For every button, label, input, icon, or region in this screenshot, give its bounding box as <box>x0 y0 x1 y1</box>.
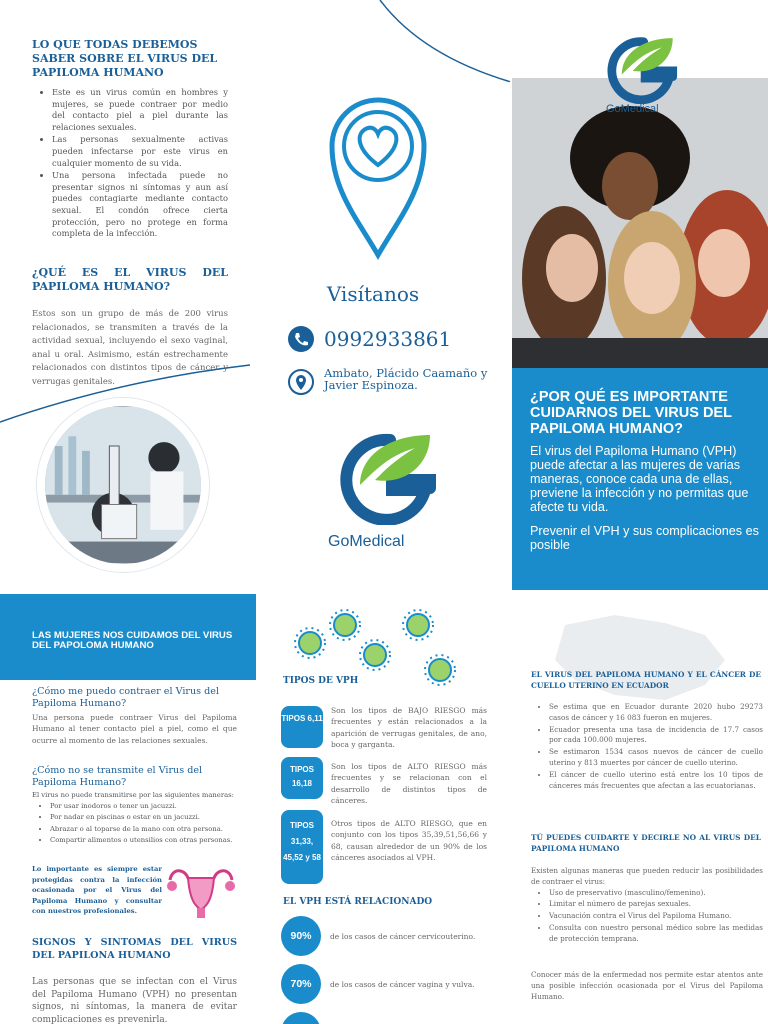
phone-number[interactable]: 0992933861 <box>324 327 452 351</box>
panel1-bullet-list <box>34 87 228 241</box>
closing-text: Conocer más de la enfermedad nos permite estar atentos ante una posible infección ocasionada por el Virus del Papiloma Humano. <box>531 970 763 1001</box>
list-item: • Abrazar o al toparse de la mano con otra persona. <box>50 824 247 835</box>
women-hero-photo <box>512 78 768 368</box>
list-item: • Se estima que en Ecuador durante 2020 hubo 29273 casos de cáncer y 16 083 fueron en mujeres. <box>549 702 763 724</box>
important-note: Lo importante es siempre estar protegidas contra la infección ocasionada por el Virus del Papiloma Humano y consultar con nuestros profesionales. <box>32 865 162 915</box>
panel1-body: Estos son un grupo de más de 200 virus relacionados, se transmiten a través de la actividad sexual, incluyendo el sexo vaginal, anal u oral. Asimismo, están estrechamente relacionados con distintos tipos de cáncer y verrugas genitales. <box>32 309 228 387</box>
vph-type-badge: TIPOS 16,18 <box>281 757 323 799</box>
gomedical-logo-icon <box>330 430 440 525</box>
gomedical-logo-text: GoMedical <box>328 533 405 550</box>
not-transmit-block <box>32 790 247 847</box>
percent-description: de los casos de cáncer vagina y vulva. <box>330 980 475 989</box>
list-item: • Consulta con nuestro personal médico sobre las medidas de protección temprana. <box>549 923 763 945</box>
care-heading: TÚ PUEDES CUIDARTE Y DECIRLE NO AL VIRUS DEL PAPILOMA HUMANO <box>531 833 761 853</box>
care-list <box>531 888 763 945</box>
list-item: • Compartir alimentos o utensilios con otras personas. <box>50 835 247 846</box>
microscope-illustration <box>45 406 201 564</box>
location-heart-icon <box>328 90 428 260</box>
bottom1-title: LAS MUJERES NOS CUIDAMOS DEL VIRUS DEL PAPOLOMA HUMANO <box>32 630 233 651</box>
list-item: • Se estimaron 1534 casos nuevos de cáncer de cuello uterino y 813 muertes por cáncer de cuello uterino. <box>549 747 763 769</box>
phone-icon <box>288 326 314 352</box>
answer-contract: Una persona puede contraer Virus del Papiloma Humano al tener contacto piel a piel, como el que ocurre al momento de las relaciones sexuales. <box>32 713 237 745</box>
list-item: • Vacunación contra el Virus del Papiloma Humano. <box>549 911 763 922</box>
list-item: • El cáncer de cuello uterino está entre los 10 tipos de cánceres más frecuentes que afectan a las ecuatorianas. <box>549 770 763 792</box>
list-item: • Por nadar en piscinas o estar en un jacuzzi. <box>50 812 247 823</box>
list-item: • Una persona infectada puede no presentar signos ni síntomas y aun así puedes contagiarte mediante contacto sexual. El condón ofrece cierta protección, pero no protege en forma completa de la infección. <box>52 170 228 240</box>
not-transmit-intro: El virus no puede transmitirse por las siguientes maneras: <box>32 791 234 799</box>
panel3-prevent-text: Prevenir el VPH y sus complicaciones es posible <box>530 524 759 552</box>
signs-heading: SIGNOS Y SINTOMAS DEL VIRUS DEL PAPILONA HUMANO <box>32 937 237 961</box>
women-portrait-illustration <box>512 78 768 368</box>
vph-type-description: Son los tipos de BAJO RIESGO más frecuentes y están relacionados a la aparición de verrugas genitales, de ano, boca y garganta. <box>331 706 487 750</box>
address-text: Ambato, Plácido Caamaño y Javier Espinoza. <box>324 366 488 392</box>
vph-type-description: Otros tipos de ALTO RIESGO, que en conjunto con los tipos 35,39,51,56,66 y 68, causan alrededor de un 90% de los cánceres asociados al VPH. <box>331 819 487 863</box>
list-item: • Uso de preservativo (masculino/femenino). <box>549 888 763 899</box>
lab-photo <box>37 398 209 572</box>
percent-description: de los casos de cáncer cervicouterino. <box>330 932 476 941</box>
list-item: • Este es un virus común en hombres y mujeres, se puede contraer por medio del contacto piel a piel durante las relaciones sexuales. <box>52 87 228 133</box>
panel1-subtitle: ¿QUÉ ES EL VIRUS DEL PAPILOMA HUMANO? <box>32 266 228 293</box>
vph-related-heading: EL VPH ESTÁ RELACIONADO <box>283 897 433 907</box>
panel1-title: LO QUE TODAS DEBEMOS SABER SOBRE EL VIRUS DEL PAPILOMA HUMANO <box>32 38 218 79</box>
gomedical-logo-text: GoMedical <box>606 103 659 115</box>
vph-types-heading: TIPOS DE VPH <box>283 676 359 686</box>
location-pin-icon <box>288 369 314 395</box>
gomedical-logo-icon <box>600 34 680 104</box>
care-block <box>531 866 763 946</box>
visit-title: Visítanos <box>326 282 420 306</box>
vph-type-badge: TIPOS 6,11 <box>281 706 323 748</box>
question-not-transmit: ¿Cómo no se transmite el Virus del Papiloma Humano? <box>32 765 203 788</box>
ecuador-stats-list <box>531 702 763 792</box>
list-item: • Ecuador presenta una tasa de incidencia de 17.7 casos por cada 100.000 mujeres. <box>549 725 763 747</box>
uterus-icon <box>164 862 238 920</box>
question-contract: ¿Cómo me puedo contraer el Virus del Papiloma Humano? <box>32 686 220 709</box>
not-transmit-list <box>32 801 247 846</box>
ecuador-cancer-heading: EL VIRUS DEL PAPILOMA HUMANO Y EL CÁNCER DE CUELLO UTERINO EN ECUADOR <box>531 670 761 690</box>
percent-circle: 70% <box>281 964 321 1004</box>
panel3-title: ¿POR QUÉ ES IMPORTANTE CUIDARNOS DEL VIRUS DEL PAPILOMA HUMANO? <box>530 389 732 437</box>
percent-circle: 90% <box>281 916 321 956</box>
vph-type-description: Son los tipos de ALTO RIESGO más frecuentes y se relacionan con el desarrollo de distintos tipos de cánceres. <box>331 762 487 806</box>
list-item: • Por usar inodoros o tener un jacuzzi. <box>50 801 247 812</box>
list-item: • Limitar el número de parejas sexuales. <box>549 899 763 910</box>
signs-body: Las personas que se infectan con el Virus del Papiloma Humano (VPH) no presentan signos, ni síntomas, la manera de evitar complicaciones es prevenirla. <box>32 977 237 1024</box>
virus-icon <box>295 610 455 685</box>
panel3-body: El virus del Papiloma Humano (VPH) puede afectar a las mujeres de varias maneras, conoce cada una de ellas, previene la infección y no permitas que afecte tu vida. <box>530 444 749 514</box>
care-intro: Existen algunas maneras que pueden reducir las posibilidades de contraer el virus: <box>531 866 763 886</box>
list-item: • Las personas sexualmente activas pueden infectarse por este virus en cualquier momento de su vida. <box>52 134 228 169</box>
vph-type-badge: TIPOS 31,33, 45,52 y 58 <box>281 810 323 884</box>
